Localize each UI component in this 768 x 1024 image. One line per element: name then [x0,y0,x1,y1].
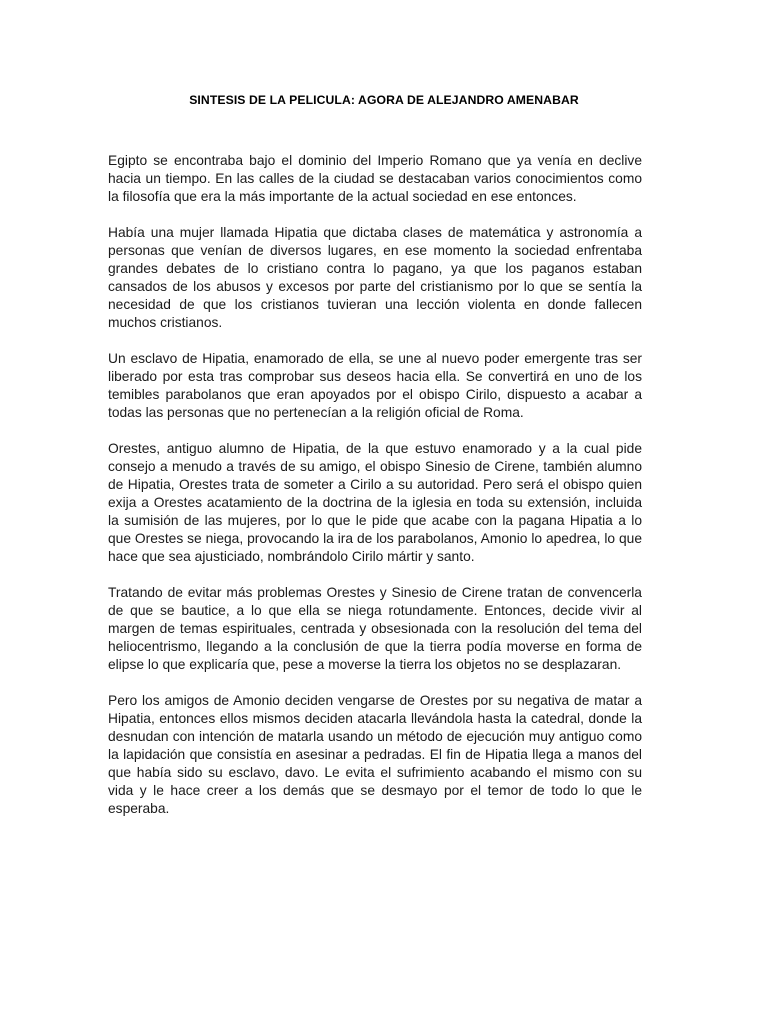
paragraph: Había una mujer llamada Hipatia que dictaba clases de matemática y astronomía a personas que venían de diversos lugares, en ese momento la sociedad enfrentaba grandes debates de lo cristiano contra lo pagano, ya que los paganos estaban cansados de los abusos y excesos por parte del cristianismo por lo que se sentía la necesidad de que los cristianos tuvieran una lección violenta en donde fallecen muchos cristianos. [108,225,642,330]
paragraph: Tratando de evitar más problemas Orestes y Sinesio de Cirene tratan de convencerla de que se bautice, a lo que ella se niega rotundamente. Entonces, decide vivir al margen de temas espirituales, centrada y obsesionada con la resolución del tema del heliocentrismo, llegando a la conclusión de que la tierra podía moverse en forma de elipse lo que explicaría que, pese a moverse la tierra los objetos no se desplazaran. [108,585,642,672]
paragraph: Egipto se encontraba bajo el dominio del Imperio Romano que ya venía en declive hacia un tiempo. En las calles de la ciudad se destacaban varios conocimientos como la filosofía que era la más importante de la actual sociedad en ese entonces. [108,153,642,204]
document-title: SINTESIS DE LA PELICULA: AGORA DE ALEJANDRO AMENABAR [189,93,579,107]
paragraph: Un esclavo de Hipatia, enamorado de ella, se une al nuevo poder emergente tras ser liberado por esta tras comprobar sus deseos hacia ella. Se convertirá en uno de los temibles parabolanos que eran apoyados por el obispo Cirilo, dispuesto a acabar a todas las personas que no pertenecían a la religión oficial de Roma. [108,351,642,420]
document-body [108,152,642,836]
paragraph: Pero los amigos de Amonio deciden vengarse de Orestes por su negativa de matar a Hipatia, entonces ellos mismos deciden atacarla llevándola hasta la catedral, donde la desnudan con intención de matarla usando un método de ejecución muy antiguo como la lapidación que consistía en asesinar a pedradas. El fin de Hipatia llega a manos del que había sido su esclavo, davo. Le evita el sufrimiento acabando el mismo con su vida y le hace creer a los demás que se desmayo por el temor de todo lo que le esperaba. [108,693,642,816]
paragraph: Orestes, antiguo alumno de Hipatia, de la que estuvo enamorado y a la cual pide consejo a menudo a través de su amigo, el obispo Sinesio de Cirene, también alumno de Hipatia, Orestes trata de someter a Cirilo a su autoridad. Pero será el obispo quien exija a Orestes acatamiento de la doctrina de la iglesia en toda su extensión, incluida la sumisión de las mujeres, por lo que le pide que acabe con la pagana Hipatia a lo que Orestes se niega, provocando la ira de los parabolanos, Amonio lo apedrea, lo que hace que sea ajusticiado, nombrándolo Cirilo mártir y santo. [108,441,642,564]
